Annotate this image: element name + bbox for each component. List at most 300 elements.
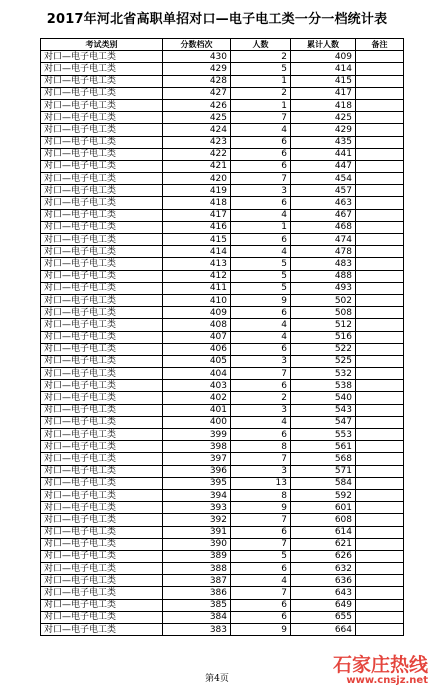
cell-category: 对口—电子电工类 bbox=[41, 538, 163, 550]
cell-category: 对口—电子电工类 bbox=[41, 429, 163, 441]
watermark-url: www.cnsjz.net bbox=[346, 675, 428, 686]
cell-score: 401 bbox=[163, 404, 231, 416]
cell-score: 390 bbox=[163, 538, 231, 550]
cell-count: 3 bbox=[231, 185, 291, 197]
cell-remarks bbox=[356, 112, 404, 124]
cell-cumulative: 655 bbox=[291, 611, 356, 623]
table-row bbox=[41, 343, 404, 355]
cell-count: 1 bbox=[231, 75, 291, 87]
table-row bbox=[41, 270, 404, 282]
cell-category: 对口—电子电工类 bbox=[41, 502, 163, 514]
cell-cumulative: 447 bbox=[291, 160, 356, 172]
cell-remarks bbox=[356, 453, 404, 465]
cell-remarks bbox=[356, 319, 404, 331]
cell-remarks bbox=[356, 173, 404, 185]
cell-score: 421 bbox=[163, 160, 231, 172]
cell-remarks bbox=[356, 307, 404, 319]
cell-remarks bbox=[356, 429, 404, 441]
cell-cumulative: 478 bbox=[291, 246, 356, 258]
cell-remarks bbox=[356, 197, 404, 209]
cell-remarks bbox=[356, 404, 404, 416]
cell-count: 6 bbox=[231, 136, 291, 148]
cell-remarks bbox=[356, 136, 404, 148]
cell-category: 对口—电子电工类 bbox=[41, 319, 163, 331]
cell-score: 394 bbox=[163, 489, 231, 501]
cell-cumulative: 621 bbox=[291, 538, 356, 550]
cell-score: 400 bbox=[163, 416, 231, 428]
cell-remarks bbox=[356, 355, 404, 367]
cell-count: 6 bbox=[231, 148, 291, 160]
cell-category: 对口—电子电工类 bbox=[41, 63, 163, 75]
cell-score: 399 bbox=[163, 429, 231, 441]
cell-remarks bbox=[356, 75, 404, 87]
cell-category: 对口—电子电工类 bbox=[41, 221, 163, 233]
cell-count: 6 bbox=[231, 197, 291, 209]
cell-count: 8 bbox=[231, 441, 291, 453]
cell-remarks bbox=[356, 185, 404, 197]
cell-cumulative: 435 bbox=[291, 136, 356, 148]
cell-category: 对口—电子电工类 bbox=[41, 575, 163, 587]
cell-category: 对口—电子电工类 bbox=[41, 355, 163, 367]
cell-category: 对口—电子电工类 bbox=[41, 87, 163, 99]
cell-category: 对口—电子电工类 bbox=[41, 453, 163, 465]
cell-score: 407 bbox=[163, 331, 231, 343]
cell-category: 对口—电子电工类 bbox=[41, 258, 163, 270]
cell-remarks bbox=[356, 160, 404, 172]
cell-remarks bbox=[356, 380, 404, 392]
page-title: 2017年河北省高职单招对口—电子电工类一分一档统计表 bbox=[46, 12, 388, 27]
page-number: 第4页 bbox=[205, 674, 229, 684]
cell-count: 6 bbox=[231, 599, 291, 611]
table-row bbox=[41, 185, 404, 197]
cell-cumulative: 483 bbox=[291, 258, 356, 270]
cell-score: 408 bbox=[163, 319, 231, 331]
cell-cumulative: 502 bbox=[291, 294, 356, 306]
cell-score: 397 bbox=[163, 453, 231, 465]
cell-remarks bbox=[356, 234, 404, 246]
cell-count: 9 bbox=[231, 624, 291, 636]
table-row bbox=[41, 404, 404, 416]
cell-cumulative: 571 bbox=[291, 465, 356, 477]
cell-category: 对口—电子电工类 bbox=[41, 234, 163, 246]
cell-score: 422 bbox=[163, 148, 231, 160]
cell-score: 383 bbox=[163, 624, 231, 636]
cell-remarks bbox=[356, 514, 404, 526]
table-row bbox=[41, 136, 404, 148]
cell-remarks bbox=[356, 465, 404, 477]
cell-remarks bbox=[356, 270, 404, 282]
cell-category: 对口—电子电工类 bbox=[41, 294, 163, 306]
cell-count: 2 bbox=[231, 87, 291, 99]
cell-remarks bbox=[356, 221, 404, 233]
cell-category: 对口—电子电工类 bbox=[41, 343, 163, 355]
cell-score: 417 bbox=[163, 209, 231, 221]
cell-cumulative: 540 bbox=[291, 392, 356, 404]
table-row bbox=[41, 563, 404, 575]
cell-remarks bbox=[356, 392, 404, 404]
cell-category: 对口—电子电工类 bbox=[41, 307, 163, 319]
cell-cumulative: 643 bbox=[291, 587, 356, 599]
cell-score: 395 bbox=[163, 477, 231, 489]
cell-remarks bbox=[356, 441, 404, 453]
cell-count: 3 bbox=[231, 465, 291, 477]
cell-cumulative: 516 bbox=[291, 331, 356, 343]
cell-cumulative: 532 bbox=[291, 368, 356, 380]
cell-score: 392 bbox=[163, 514, 231, 526]
cell-count: 4 bbox=[231, 246, 291, 258]
cell-category: 对口—电子电工类 bbox=[41, 587, 163, 599]
cell-cumulative: 468 bbox=[291, 221, 356, 233]
cell-category: 对口—电子电工类 bbox=[41, 550, 163, 562]
cell-category: 对口—电子电工类 bbox=[41, 563, 163, 575]
cell-cumulative: 441 bbox=[291, 148, 356, 160]
cell-score: 426 bbox=[163, 99, 231, 111]
cell-remarks bbox=[356, 587, 404, 599]
cell-score: 423 bbox=[163, 136, 231, 148]
cell-count: 5 bbox=[231, 282, 291, 294]
cell-remarks bbox=[356, 489, 404, 501]
cell-score: 425 bbox=[163, 112, 231, 124]
cell-count: 7 bbox=[231, 368, 291, 380]
table-row bbox=[41, 611, 404, 623]
cell-cumulative: 608 bbox=[291, 514, 356, 526]
table-row bbox=[41, 441, 404, 453]
cell-cumulative: 488 bbox=[291, 270, 356, 282]
cell-remarks bbox=[356, 563, 404, 575]
header-score: 分数档次 bbox=[163, 39, 231, 51]
score-table bbox=[40, 38, 404, 636]
cell-remarks bbox=[356, 550, 404, 562]
cell-score: 406 bbox=[163, 343, 231, 355]
cell-score: 402 bbox=[163, 392, 231, 404]
cell-score: 411 bbox=[163, 282, 231, 294]
cell-count: 4 bbox=[231, 124, 291, 136]
table-row bbox=[41, 502, 404, 514]
cell-remarks bbox=[356, 87, 404, 99]
cell-category: 对口—电子电工类 bbox=[41, 465, 163, 477]
table-row bbox=[41, 416, 404, 428]
cell-score: 393 bbox=[163, 502, 231, 514]
cell-count: 6 bbox=[231, 307, 291, 319]
cell-count: 3 bbox=[231, 355, 291, 367]
cell-score: 384 bbox=[163, 611, 231, 623]
table-row bbox=[41, 160, 404, 172]
table-row bbox=[41, 112, 404, 124]
table-row bbox=[41, 550, 404, 562]
cell-count: 7 bbox=[231, 514, 291, 526]
cell-remarks bbox=[356, 368, 404, 380]
cell-count: 4 bbox=[231, 319, 291, 331]
cell-category: 对口—电子电工类 bbox=[41, 441, 163, 453]
table-row bbox=[41, 124, 404, 136]
cell-cumulative: 664 bbox=[291, 624, 356, 636]
header-cumulative: 累计人数 bbox=[291, 39, 356, 51]
table-row bbox=[41, 258, 404, 270]
cell-remarks bbox=[356, 63, 404, 75]
cell-category: 对口—电子电工类 bbox=[41, 368, 163, 380]
table-row bbox=[41, 87, 404, 99]
cell-remarks bbox=[356, 331, 404, 343]
header-category: 考试类别 bbox=[41, 39, 163, 51]
cell-category: 对口—电子电工类 bbox=[41, 282, 163, 294]
cell-count: 6 bbox=[231, 429, 291, 441]
cell-score: 404 bbox=[163, 368, 231, 380]
cell-cumulative: 417 bbox=[291, 87, 356, 99]
cell-category: 对口—电子电工类 bbox=[41, 112, 163, 124]
cell-count: 6 bbox=[231, 526, 291, 538]
header-count: 人数 bbox=[231, 39, 291, 51]
table-row bbox=[41, 331, 404, 343]
cell-category: 对口—电子电工类 bbox=[41, 136, 163, 148]
table-row bbox=[41, 392, 404, 404]
table-row bbox=[41, 624, 404, 636]
cell-category: 对口—电子电工类 bbox=[41, 99, 163, 111]
cell-score: 428 bbox=[163, 75, 231, 87]
cell-category: 对口—电子电工类 bbox=[41, 477, 163, 489]
cell-score: 419 bbox=[163, 185, 231, 197]
table-row bbox=[41, 489, 404, 501]
cell-category: 对口—电子电工类 bbox=[41, 270, 163, 282]
cell-count: 9 bbox=[231, 502, 291, 514]
cell-cumulative: 493 bbox=[291, 282, 356, 294]
table-row bbox=[41, 477, 404, 489]
cell-cumulative: 636 bbox=[291, 575, 356, 587]
cell-cumulative: 425 bbox=[291, 112, 356, 124]
cell-count: 6 bbox=[231, 380, 291, 392]
cell-score: 409 bbox=[163, 307, 231, 319]
cell-cumulative: 584 bbox=[291, 477, 356, 489]
cell-cumulative: 592 bbox=[291, 489, 356, 501]
cell-score: 410 bbox=[163, 294, 231, 306]
cell-category: 对口—电子电工类 bbox=[41, 624, 163, 636]
cell-category: 对口—电子电工类 bbox=[41, 416, 163, 428]
cell-count: 4 bbox=[231, 575, 291, 587]
table-row bbox=[41, 380, 404, 392]
table-row bbox=[41, 221, 404, 233]
table-row bbox=[41, 465, 404, 477]
cell-cumulative: 414 bbox=[291, 63, 356, 75]
table-row bbox=[41, 538, 404, 550]
table-row bbox=[41, 246, 404, 258]
cell-score: 386 bbox=[163, 587, 231, 599]
cell-cumulative: 409 bbox=[291, 51, 356, 63]
cell-remarks bbox=[356, 538, 404, 550]
cell-remarks bbox=[356, 502, 404, 514]
cell-count: 7 bbox=[231, 453, 291, 465]
cell-remarks bbox=[356, 258, 404, 270]
table-row bbox=[41, 294, 404, 306]
cell-cumulative: 538 bbox=[291, 380, 356, 392]
cell-cumulative: 467 bbox=[291, 209, 356, 221]
cell-count: 4 bbox=[231, 416, 291, 428]
cell-cumulative: 512 bbox=[291, 319, 356, 331]
table-row bbox=[41, 453, 404, 465]
table-row bbox=[41, 234, 404, 246]
cell-category: 对口—电子电工类 bbox=[41, 611, 163, 623]
cell-score: 427 bbox=[163, 87, 231, 99]
cell-cumulative: 649 bbox=[291, 599, 356, 611]
cell-category: 对口—电子电工类 bbox=[41, 331, 163, 343]
cell-score: 389 bbox=[163, 550, 231, 562]
cell-category: 对口—电子电工类 bbox=[41, 75, 163, 87]
cell-remarks bbox=[356, 575, 404, 587]
cell-count: 5 bbox=[231, 270, 291, 282]
cell-remarks bbox=[356, 624, 404, 636]
cell-cumulative: 474 bbox=[291, 234, 356, 246]
cell-score: 415 bbox=[163, 234, 231, 246]
cell-count: 13 bbox=[231, 477, 291, 489]
cell-count: 9 bbox=[231, 294, 291, 306]
cell-score: 398 bbox=[163, 441, 231, 453]
cell-score: 430 bbox=[163, 51, 231, 63]
cell-category: 对口—电子电工类 bbox=[41, 124, 163, 136]
cell-cumulative: 614 bbox=[291, 526, 356, 538]
cell-count: 4 bbox=[231, 331, 291, 343]
cell-remarks bbox=[356, 246, 404, 258]
table-row bbox=[41, 355, 404, 367]
cell-remarks bbox=[356, 599, 404, 611]
cell-score: 429 bbox=[163, 63, 231, 75]
cell-score: 391 bbox=[163, 526, 231, 538]
cell-count: 7 bbox=[231, 173, 291, 185]
cell-score: 416 bbox=[163, 221, 231, 233]
table-row bbox=[41, 99, 404, 111]
cell-count: 6 bbox=[231, 611, 291, 623]
cell-category: 对口—电子电工类 bbox=[41, 51, 163, 63]
cell-cumulative: 418 bbox=[291, 99, 356, 111]
cell-count: 5 bbox=[231, 258, 291, 270]
cell-score: 385 bbox=[163, 599, 231, 611]
cell-remarks bbox=[356, 99, 404, 111]
cell-category: 对口—电子电工类 bbox=[41, 514, 163, 526]
cell-category: 对口—电子电工类 bbox=[41, 185, 163, 197]
cell-cumulative: 429 bbox=[291, 124, 356, 136]
cell-cumulative: 415 bbox=[291, 75, 356, 87]
cell-cumulative: 547 bbox=[291, 416, 356, 428]
header-remarks: 备注 bbox=[356, 39, 404, 51]
cell-remarks bbox=[356, 148, 404, 160]
table-row bbox=[41, 526, 404, 538]
cell-score: 387 bbox=[163, 575, 231, 587]
cell-cumulative: 543 bbox=[291, 404, 356, 416]
cell-remarks bbox=[356, 51, 404, 63]
cell-cumulative: 525 bbox=[291, 355, 356, 367]
cell-count: 2 bbox=[231, 51, 291, 63]
cell-score: 388 bbox=[163, 563, 231, 575]
cell-cumulative: 626 bbox=[291, 550, 356, 562]
cell-score: 396 bbox=[163, 465, 231, 477]
cell-remarks bbox=[356, 611, 404, 623]
cell-count: 6 bbox=[231, 160, 291, 172]
watermark-logo bbox=[333, 655, 428, 686]
cell-category: 对口—电子电工类 bbox=[41, 246, 163, 258]
cell-score: 412 bbox=[163, 270, 231, 282]
cell-cumulative: 601 bbox=[291, 502, 356, 514]
cell-cumulative: 522 bbox=[291, 343, 356, 355]
table-row bbox=[41, 587, 404, 599]
cell-cumulative: 454 bbox=[291, 173, 356, 185]
cell-remarks bbox=[356, 124, 404, 136]
cell-category: 对口—电子电工类 bbox=[41, 209, 163, 221]
table-row bbox=[41, 75, 404, 87]
cell-count: 6 bbox=[231, 343, 291, 355]
cell-category: 对口—电子电工类 bbox=[41, 489, 163, 501]
cell-count: 6 bbox=[231, 234, 291, 246]
cell-score: 413 bbox=[163, 258, 231, 270]
cell-cumulative: 561 bbox=[291, 441, 356, 453]
table-row bbox=[41, 307, 404, 319]
cell-remarks bbox=[356, 294, 404, 306]
table-row bbox=[41, 514, 404, 526]
cell-cumulative: 553 bbox=[291, 429, 356, 441]
cell-category: 对口—电子电工类 bbox=[41, 599, 163, 611]
cell-count: 4 bbox=[231, 209, 291, 221]
cell-cumulative: 463 bbox=[291, 197, 356, 209]
cell-category: 对口—电子电工类 bbox=[41, 392, 163, 404]
table-row bbox=[41, 282, 404, 294]
cell-count: 6 bbox=[231, 563, 291, 575]
table-header-row bbox=[41, 39, 404, 51]
cell-count: 7 bbox=[231, 112, 291, 124]
cell-remarks bbox=[356, 343, 404, 355]
table-row bbox=[41, 51, 404, 63]
cell-count: 8 bbox=[231, 489, 291, 501]
cell-cumulative: 632 bbox=[291, 563, 356, 575]
cell-cumulative: 568 bbox=[291, 453, 356, 465]
table-row bbox=[41, 173, 404, 185]
cell-score: 420 bbox=[163, 173, 231, 185]
table-row bbox=[41, 575, 404, 587]
cell-category: 对口—电子电工类 bbox=[41, 173, 163, 185]
cell-score: 414 bbox=[163, 246, 231, 258]
cell-count: 7 bbox=[231, 538, 291, 550]
cell-count: 5 bbox=[231, 550, 291, 562]
cell-remarks bbox=[356, 209, 404, 221]
cell-count: 3 bbox=[231, 404, 291, 416]
table-row bbox=[41, 209, 404, 221]
cell-category: 对口—电子电工类 bbox=[41, 160, 163, 172]
table-row bbox=[41, 429, 404, 441]
cell-count: 2 bbox=[231, 392, 291, 404]
cell-category: 对口—电子电工类 bbox=[41, 380, 163, 392]
cell-count: 1 bbox=[231, 99, 291, 111]
cell-category: 对口—电子电工类 bbox=[41, 526, 163, 538]
cell-cumulative: 508 bbox=[291, 307, 356, 319]
cell-score: 403 bbox=[163, 380, 231, 392]
table-row bbox=[41, 368, 404, 380]
cell-score: 405 bbox=[163, 355, 231, 367]
watermark-brand: 石家庄热线 bbox=[332, 654, 428, 676]
table-row bbox=[41, 197, 404, 209]
cell-category: 对口—电子电工类 bbox=[41, 148, 163, 160]
cell-category: 对口—电子电工类 bbox=[41, 404, 163, 416]
cell-count: 5 bbox=[231, 63, 291, 75]
cell-count: 7 bbox=[231, 587, 291, 599]
cell-remarks bbox=[356, 282, 404, 294]
table-row bbox=[41, 599, 404, 611]
table-row bbox=[41, 319, 404, 331]
cell-category: 对口—电子电工类 bbox=[41, 197, 163, 209]
cell-remarks bbox=[356, 477, 404, 489]
table-row bbox=[41, 63, 404, 75]
cell-score: 424 bbox=[163, 124, 231, 136]
cell-remarks bbox=[356, 416, 404, 428]
cell-count: 1 bbox=[231, 221, 291, 233]
table-body bbox=[41, 51, 404, 636]
table-row bbox=[41, 148, 404, 160]
cell-cumulative: 457 bbox=[291, 185, 356, 197]
cell-remarks bbox=[356, 526, 404, 538]
